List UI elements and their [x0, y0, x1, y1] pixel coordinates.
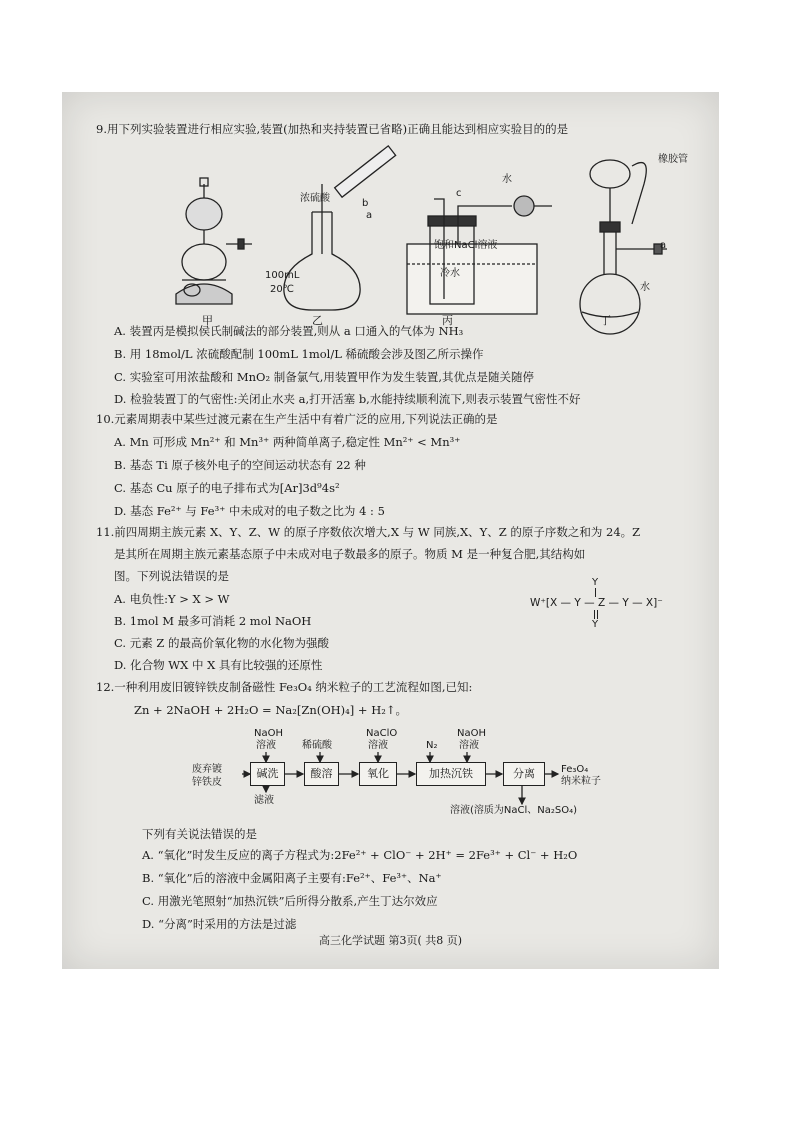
label-b: b	[362, 198, 369, 209]
q10-stem: 10.元素周期表中某些过渡元素在生产生活中有着广泛的应用,下列说法正确的是	[96, 412, 498, 426]
q11-option-a: A. 电负性:Y > X > W	[114, 592, 230, 606]
reagent-naoh-1: NaOH	[254, 728, 283, 739]
q11-stem-line3: 图。下列说法错误的是	[114, 569, 229, 583]
q12-option-c: C. 用激光笔照射“加热沉铁”后所得分散系,产生丁达尔效应	[142, 894, 438, 908]
q11-option-b: B. 1mol M 最多可消耗 2 mol NaOH	[114, 614, 312, 628]
q12-equation: Zn + 2NaOH + 2H₂O = Na₂[Zn(OH)₄] + H₂↑。	[134, 703, 407, 717]
flow-start-line1: 废弃镀	[192, 764, 222, 775]
structure-top-y: Y	[592, 577, 599, 588]
label-rubber-tube: 橡胶管	[658, 154, 688, 165]
flow-start-line2: 锌铁皮	[192, 777, 222, 788]
q12-option-b: B. “氧化”后的溶液中金属阳离子主要有:Fe²⁺、Fe³⁺、Na⁺	[142, 871, 442, 885]
label-water-1: 水	[502, 174, 512, 185]
step-separate: 分离	[503, 762, 545, 786]
caption-bing: 丙	[442, 314, 453, 327]
label-c: c	[456, 188, 462, 199]
structure-bottom-y: Y	[592, 619, 599, 630]
reagent-dilute-h2so4: 稀硫酸	[302, 740, 332, 751]
flow-solution: 溶液(溶质为NaCl、Na₂SO₄)	[450, 805, 578, 816]
page-footer: 高三化学试题 第3页( 共8 页)	[318, 934, 463, 947]
flow-waste-filtrate: 滤液	[254, 795, 274, 806]
flow-product-line1: Fe₃O₄	[561, 764, 589, 775]
q12-option-a: A. “氧化”时发生反应的离子方程式为:2Fe²⁺ + ClO⁻ + 2H⁺ = 2Fe³⁺ + Cl⁻ + H₂O	[142, 848, 578, 862]
step-oxidize: 氧化	[359, 762, 397, 786]
step-alkali-wash: 碱洗	[250, 762, 285, 786]
q11-option-c: C. 元素 Z 的最高价氧化物的水化物为强酸	[114, 636, 329, 650]
reagent-solution-3: 溶液	[459, 740, 479, 751]
step-heat-precipitate: 加热沉铁	[416, 762, 486, 786]
reagent-solution-1: 溶液	[256, 740, 276, 751]
label-brine: 饱和NaCl溶液	[434, 240, 498, 251]
q11-stem-line1: 11.前四周期主族元素 X、Y、Z、W 的原子序数依次增大,X 与 W 同族,X、Y、Z 的原子序数之和为 24。Z	[96, 525, 641, 539]
q9-stem: 9.用下列实验装置进行相应实验,装置(加热和夹持装置已省略)正确且能达到相应实验目的的是	[96, 122, 569, 136]
step-acid-dissolve: 酸溶	[304, 762, 339, 786]
caption-jia: 甲	[202, 314, 213, 327]
label-water-2: 水	[640, 282, 650, 293]
label-flask-volume: 100mL	[265, 270, 300, 281]
q10-option-c: C. 基态 Cu 原子的电子排布式为[Ar]3d⁹4s²	[114, 481, 340, 495]
q10-option-d: D. 基态 Fe²⁺ 与 Fe³⁺ 中未成对的电子数之比为 4 : 5	[114, 504, 385, 518]
reagent-naoh-2: NaOH	[457, 728, 486, 739]
structure-main: W⁺[X — Y — Z — Y — X]⁻	[530, 597, 663, 609]
exam-page	[62, 92, 719, 969]
label-flask-temp: 20℃	[270, 284, 294, 295]
q9-option-a: A. 装置丙是模拟侯氏制碱法的部分装置,则从 a 口通入的气体为 NH₃	[114, 324, 464, 338]
label-acid: 浓硫酸	[300, 193, 330, 204]
label-a: a	[366, 210, 373, 221]
reagent-n2: N₂	[426, 740, 438, 751]
flow-product-line2: 纳米粒子	[561, 776, 601, 787]
q9-option-b: B. 用 18mol/L 浓硫酸配制 100mL 1mol/L 稀硫酸会涉及图乙所示操作	[114, 347, 484, 361]
q9-option-c: C. 实验室可用浓盐酸和 MnO₂ 制备氯气,用装置甲作为发生装置,其优点是随关随停	[114, 370, 535, 384]
q10-option-a: A. Mn 可形成 Mn²⁺ 和 Mn³⁺ 两种简单离子,稳定性 Mn²⁺ < Mn³⁺	[114, 435, 461, 449]
q11-stem-line2: 是其所在周期主族元素基态原子中未成对电子数最多的原子。物质 M 是一种复合肥,其结构如	[114, 547, 586, 561]
q9-option-d: D. 检验装置丁的气密性:关闭止水夹 a,打开活塞 b,水能持续顺利流下,则表示装置气密性不好	[114, 392, 581, 406]
q12-prompt: 下列有关说法错误的是	[142, 827, 257, 841]
reagent-solution-2: 溶液	[368, 740, 388, 751]
caption-yi: 乙	[312, 314, 323, 327]
q12-option-d: D. “分离”时采用的方法是过滤	[142, 917, 297, 931]
q12-stem: 12.一种利用废旧镀锌铁皮制备磁性 Fe₃O₄ 纳米粒子的工艺流程如图,已知:	[96, 680, 473, 694]
caption-ding: 丁	[600, 314, 611, 327]
label-a2: a	[660, 240, 667, 251]
reagent-naclo: NaClO	[366, 728, 398, 739]
q11-option-d: D. 化合物 WX 中 X 具有比较强的还原性	[114, 658, 323, 672]
label-cold-water: 冷水	[440, 268, 460, 279]
q10-option-b: B. 基态 Ti 原子核外电子的空间运动状态有 22 种	[114, 458, 366, 472]
